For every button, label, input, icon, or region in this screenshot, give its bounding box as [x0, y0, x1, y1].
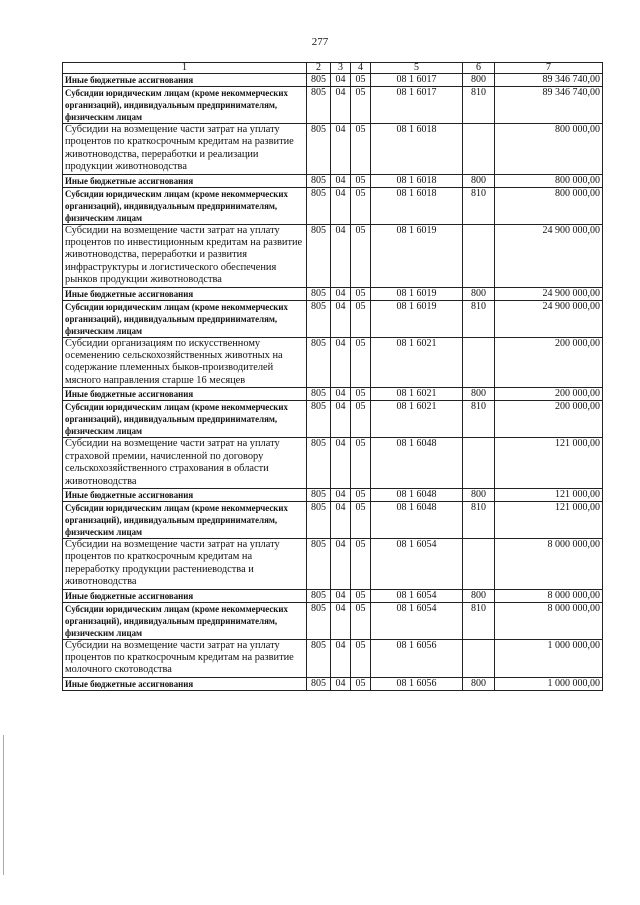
row-name-cell: Субсидии юридическим лицам (кроме некоммерческих организаций), индивидуальным предпринимателям, физическим лицам — [63, 87, 307, 124]
table-row — [63, 124, 603, 175]
row-target-cell: 08 1 6017 — [371, 74, 463, 87]
table-header-row — [63, 63, 603, 74]
row-section-cell: 04 — [331, 300, 351, 337]
row-subsection-cell: 05 — [351, 401, 371, 438]
row-name-cell: Субсидии на возмещение части затрат на уплату процентов по инвестиционным кредитам на развитие животноводства, переработки и развития инфраструктуры и логистического обеспечения рынков продукции животноводства — [63, 224, 307, 287]
row-target-cell: 08 1 6054 — [371, 602, 463, 639]
row-amount-cell: 89 346 740,00 — [495, 87, 603, 124]
row-name-cell: Субсидии юридическим лицам (кроме некоммерческих организаций), индивидуальным предпринимателям, физическим лицам — [63, 401, 307, 438]
table-row — [63, 401, 603, 438]
row-subsection-cell: 05 — [351, 639, 371, 677]
row-code-cell: 805 — [307, 74, 331, 87]
row-section-cell: 04 — [331, 677, 351, 690]
table-row — [63, 74, 603, 87]
row-code-cell: 805 — [307, 501, 331, 538]
row-name-cell: Иные бюджетные ассигнования — [63, 589, 307, 602]
row-name-cell: Субсидии на возмещение части затрат на уплату процентов по краткосрочным кредитам на развитие молочного скотоводства — [63, 639, 307, 677]
row-target-cell: 08 1 6054 — [371, 589, 463, 602]
row-name-cell: Субсидии на возмещение части затрат на уплату процентов по краткосрочным кредитам на переработку продукции растениеводства и животноводства — [63, 538, 307, 589]
row-section-cell: 04 — [331, 124, 351, 175]
row-type-cell: 800 — [463, 488, 495, 501]
row-subsection-cell: 05 — [351, 337, 371, 388]
row-subsection-cell: 05 — [351, 488, 371, 501]
row-section-cell: 04 — [331, 438, 351, 489]
row-section-cell: 04 — [331, 401, 351, 438]
row-code-cell: 805 — [307, 438, 331, 489]
row-section-cell: 04 — [331, 602, 351, 639]
row-name-cell: Субсидии на возмещение части затрат на уплату процентов по краткосрочным кредитам на развитие животноводства, переработки и реализации продукции животноводства — [63, 124, 307, 175]
table-row — [63, 677, 603, 690]
row-section-cell: 04 — [331, 187, 351, 224]
column-header-3: 3 — [331, 63, 351, 74]
row-name-cell: Иные бюджетные ассигнования — [63, 174, 307, 187]
row-type-cell: 810 — [463, 602, 495, 639]
row-code-cell: 805 — [307, 388, 331, 401]
row-code-cell: 805 — [307, 639, 331, 677]
table-row — [63, 337, 603, 388]
row-section-cell: 04 — [331, 538, 351, 589]
row-target-cell: 08 1 6021 — [371, 337, 463, 388]
row-type-cell — [463, 538, 495, 589]
table-row — [63, 300, 603, 337]
row-type-cell: 810 — [463, 87, 495, 124]
row-amount-cell: 200 000,00 — [495, 388, 603, 401]
scan-edge-mark — [3, 735, 4, 875]
column-header-7: 7 — [495, 63, 603, 74]
row-amount-cell: 8 000 000,00 — [495, 602, 603, 639]
row-amount-cell: 200 000,00 — [495, 337, 603, 388]
row-subsection-cell: 05 — [351, 501, 371, 538]
row-section-cell: 04 — [331, 337, 351, 388]
row-target-cell: 08 1 6018 — [371, 124, 463, 175]
row-amount-cell: 8 000 000,00 — [495, 589, 603, 602]
row-subsection-cell: 05 — [351, 124, 371, 175]
column-header-2: 2 — [307, 63, 331, 74]
row-type-cell — [463, 639, 495, 677]
row-amount-cell: 800 000,00 — [495, 187, 603, 224]
row-amount-cell: 121 000,00 — [495, 438, 603, 489]
row-amount-cell: 121 000,00 — [495, 488, 603, 501]
row-amount-cell: 121 000,00 — [495, 501, 603, 538]
row-code-cell: 805 — [307, 337, 331, 388]
row-target-cell: 08 1 6056 — [371, 677, 463, 690]
row-type-cell — [463, 124, 495, 175]
row-type-cell: 800 — [463, 677, 495, 690]
row-code-cell: 805 — [307, 401, 331, 438]
row-section-cell: 04 — [331, 501, 351, 538]
row-type-cell: 810 — [463, 401, 495, 438]
row-name-cell: Иные бюджетные ассигнования — [63, 388, 307, 401]
row-subsection-cell: 05 — [351, 74, 371, 87]
row-type-cell — [463, 224, 495, 287]
row-target-cell: 08 1 6019 — [371, 287, 463, 300]
table-row — [63, 639, 603, 677]
row-target-cell: 08 1 6018 — [371, 187, 463, 224]
row-code-cell: 805 — [307, 589, 331, 602]
row-type-cell: 800 — [463, 287, 495, 300]
row-target-cell: 08 1 6021 — [371, 388, 463, 401]
row-subsection-cell: 05 — [351, 174, 371, 187]
row-target-cell: 08 1 6018 — [371, 174, 463, 187]
row-target-cell: 08 1 6048 — [371, 488, 463, 501]
row-code-cell: 805 — [307, 87, 331, 124]
column-header-6: 6 — [463, 63, 495, 74]
row-target-cell: 08 1 6054 — [371, 538, 463, 589]
row-subsection-cell: 05 — [351, 87, 371, 124]
row-type-cell: 800 — [463, 388, 495, 401]
row-code-cell: 805 — [307, 124, 331, 175]
row-subsection-cell: 05 — [351, 388, 371, 401]
row-type-cell — [463, 438, 495, 489]
row-amount-cell: 89 346 740,00 — [495, 74, 603, 87]
row-code-cell: 805 — [307, 224, 331, 287]
row-name-cell: Иные бюджетные ассигнования — [63, 488, 307, 501]
row-subsection-cell: 05 — [351, 602, 371, 639]
row-target-cell: 08 1 6048 — [371, 501, 463, 538]
row-code-cell: 805 — [307, 538, 331, 589]
row-name-cell: Субсидии юридическим лицам (кроме некоммерческих организаций), индивидуальным предпринимателям, физическим лицам — [63, 300, 307, 337]
row-subsection-cell: 05 — [351, 300, 371, 337]
row-amount-cell: 8 000 000,00 — [495, 538, 603, 589]
column-header-4: 4 — [351, 63, 371, 74]
row-section-cell: 04 — [331, 224, 351, 287]
column-header-1: 1 — [63, 63, 307, 74]
table-body — [63, 74, 603, 691]
row-section-cell: 04 — [331, 87, 351, 124]
row-subsection-cell: 05 — [351, 224, 371, 287]
row-amount-cell: 800 000,00 — [495, 124, 603, 175]
row-subsection-cell: 05 — [351, 589, 371, 602]
row-amount-cell: 1 000 000,00 — [495, 639, 603, 677]
row-type-cell — [463, 337, 495, 388]
budget-table — [62, 62, 603, 691]
row-section-cell: 04 — [331, 639, 351, 677]
row-name-cell: Субсидии организациям по искусственному осеменению сельскохозяйственных животных на содержание племенных быков-производителей мясного направления старше 16 месяцев — [63, 337, 307, 388]
row-subsection-cell: 05 — [351, 677, 371, 690]
row-section-cell: 04 — [331, 74, 351, 87]
row-name-cell: Субсидии юридическим лицам (кроме некоммерческих организаций), индивидуальным предпринимателям, физическим лицам — [63, 187, 307, 224]
row-amount-cell: 200 000,00 — [495, 401, 603, 438]
row-name-cell: Иные бюджетные ассигнования — [63, 677, 307, 690]
row-type-cell: 800 — [463, 174, 495, 187]
row-subsection-cell: 05 — [351, 187, 371, 224]
row-section-cell: 04 — [331, 488, 351, 501]
row-target-cell: 08 1 6021 — [371, 401, 463, 438]
row-target-cell: 08 1 6056 — [371, 639, 463, 677]
row-amount-cell: 24 900 000,00 — [495, 224, 603, 287]
row-section-cell: 04 — [331, 388, 351, 401]
row-target-cell: 08 1 6019 — [371, 224, 463, 287]
row-subsection-cell: 05 — [351, 438, 371, 489]
table-row — [63, 488, 603, 501]
row-type-cell: 800 — [463, 74, 495, 87]
row-type-cell: 810 — [463, 501, 495, 538]
row-name-cell: Иные бюджетные ассигнования — [63, 74, 307, 87]
table-row — [63, 388, 603, 401]
column-header-5: 5 — [371, 63, 463, 74]
row-amount-cell: 24 900 000,00 — [495, 287, 603, 300]
row-name-cell: Иные бюджетные ассигнования — [63, 287, 307, 300]
row-type-cell: 800 — [463, 589, 495, 602]
row-target-cell: 08 1 6019 — [371, 300, 463, 337]
table-row — [63, 589, 603, 602]
table-row — [63, 287, 603, 300]
row-code-cell: 805 — [307, 174, 331, 187]
page-number: 277 — [311, 36, 329, 48]
table-row — [63, 224, 603, 287]
row-target-cell: 08 1 6017 — [371, 87, 463, 124]
row-name-cell: Субсидии на возмещение части затрат на уплату страховой премии, начисленной по договору сельскохозяйственного страхования в области животноводства — [63, 438, 307, 489]
row-code-cell: 805 — [307, 602, 331, 639]
table-row — [63, 87, 603, 124]
table-row — [63, 538, 603, 589]
table-row — [63, 438, 603, 489]
row-code-cell: 805 — [307, 300, 331, 337]
row-type-cell: 810 — [463, 300, 495, 337]
row-section-cell: 04 — [331, 589, 351, 602]
row-subsection-cell: 05 — [351, 538, 371, 589]
row-code-cell: 805 — [307, 187, 331, 224]
row-code-cell: 805 — [307, 287, 331, 300]
row-amount-cell: 24 900 000,00 — [495, 300, 603, 337]
row-name-cell: Субсидии юридическим лицам (кроме некоммерческих организаций), индивидуальным предпринимателям, физическим лицам — [63, 501, 307, 538]
table-row — [63, 602, 603, 639]
row-target-cell: 08 1 6048 — [371, 438, 463, 489]
row-section-cell: 04 — [331, 287, 351, 300]
row-section-cell: 04 — [331, 174, 351, 187]
table-row — [63, 501, 603, 538]
table-row — [63, 174, 603, 187]
row-type-cell: 810 — [463, 187, 495, 224]
row-code-cell: 805 — [307, 677, 331, 690]
row-amount-cell: 1 000 000,00 — [495, 677, 603, 690]
row-name-cell: Субсидии юридическим лицам (кроме некоммерческих организаций), индивидуальным предпринимателям, физическим лицам — [63, 602, 307, 639]
row-subsection-cell: 05 — [351, 287, 371, 300]
table-row — [63, 187, 603, 224]
row-code-cell: 805 — [307, 488, 331, 501]
row-amount-cell: 800 000,00 — [495, 174, 603, 187]
